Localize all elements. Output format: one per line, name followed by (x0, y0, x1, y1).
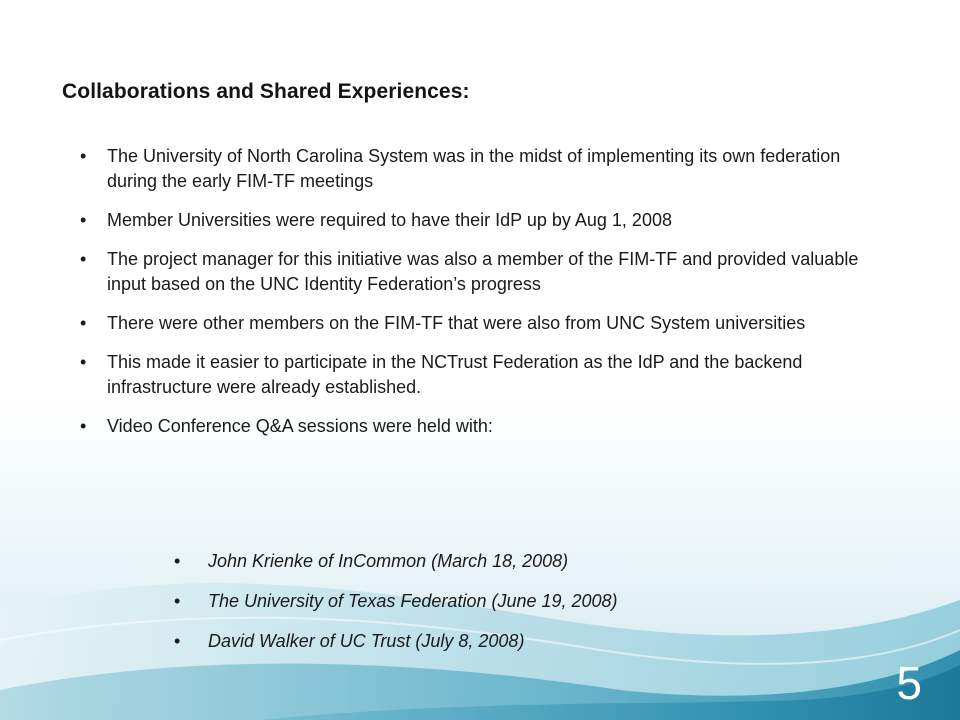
sub-bullet-marker: • (174, 591, 181, 611)
bullet-marker: • (80, 249, 87, 269)
bullet-item (80, 144, 880, 194)
sub-bullet-text: John Krienke of InCommon (March 18, 2008) (208, 551, 569, 571)
bullet-list (80, 144, 880, 453)
bullet-text: The University of North Carolina System was in the midst of implementing its own federation during the early FIM-TF meetings (107, 146, 841, 191)
bullet-text: This made it easier to participate in the NCTrust Federation as the IdP and the backend infrastructure were already established. (107, 352, 803, 397)
slide-title: Collaborations and Shared Experiences: (62, 80, 470, 103)
bullet-marker: • (80, 313, 87, 333)
sub-bullet-list (174, 550, 874, 670)
bullet-item (80, 311, 880, 336)
bullet-marker: • (80, 352, 87, 372)
sub-bullet-text: David Walker of UC Trust (July 8, 2008) (208, 631, 525, 651)
page-number: 5 (896, 657, 922, 709)
sub-bullet-item (174, 590, 874, 630)
sub-bullet-marker: • (174, 631, 181, 651)
bullet-item (80, 247, 880, 297)
bullet-text: There were other members on the FIM-TF that were also from UNC System universities (107, 313, 806, 333)
bullet-text: Member Universities were required to have their IdP up by Aug 1, 2008 (107, 210, 672, 230)
bullet-text: The project manager for this initiative was also a member of the FIM-TF and provided valuable input based on the UNC Identity Federation’s progress (107, 249, 859, 294)
bullet-marker: • (80, 210, 87, 230)
bullet-item (80, 350, 880, 400)
bullet-item (80, 208, 880, 233)
sub-bullet-item (174, 550, 874, 590)
sub-bullet-item (174, 630, 874, 670)
bullet-marker: • (80, 146, 87, 166)
sub-bullet-text: The University of Texas Federation (June 19, 2008) (208, 591, 618, 611)
bullet-marker: • (80, 416, 87, 436)
sub-bullet-marker: • (174, 551, 181, 571)
bullet-item (80, 414, 880, 439)
bullet-text: Video Conference Q&A sessions were held with: (107, 416, 493, 436)
